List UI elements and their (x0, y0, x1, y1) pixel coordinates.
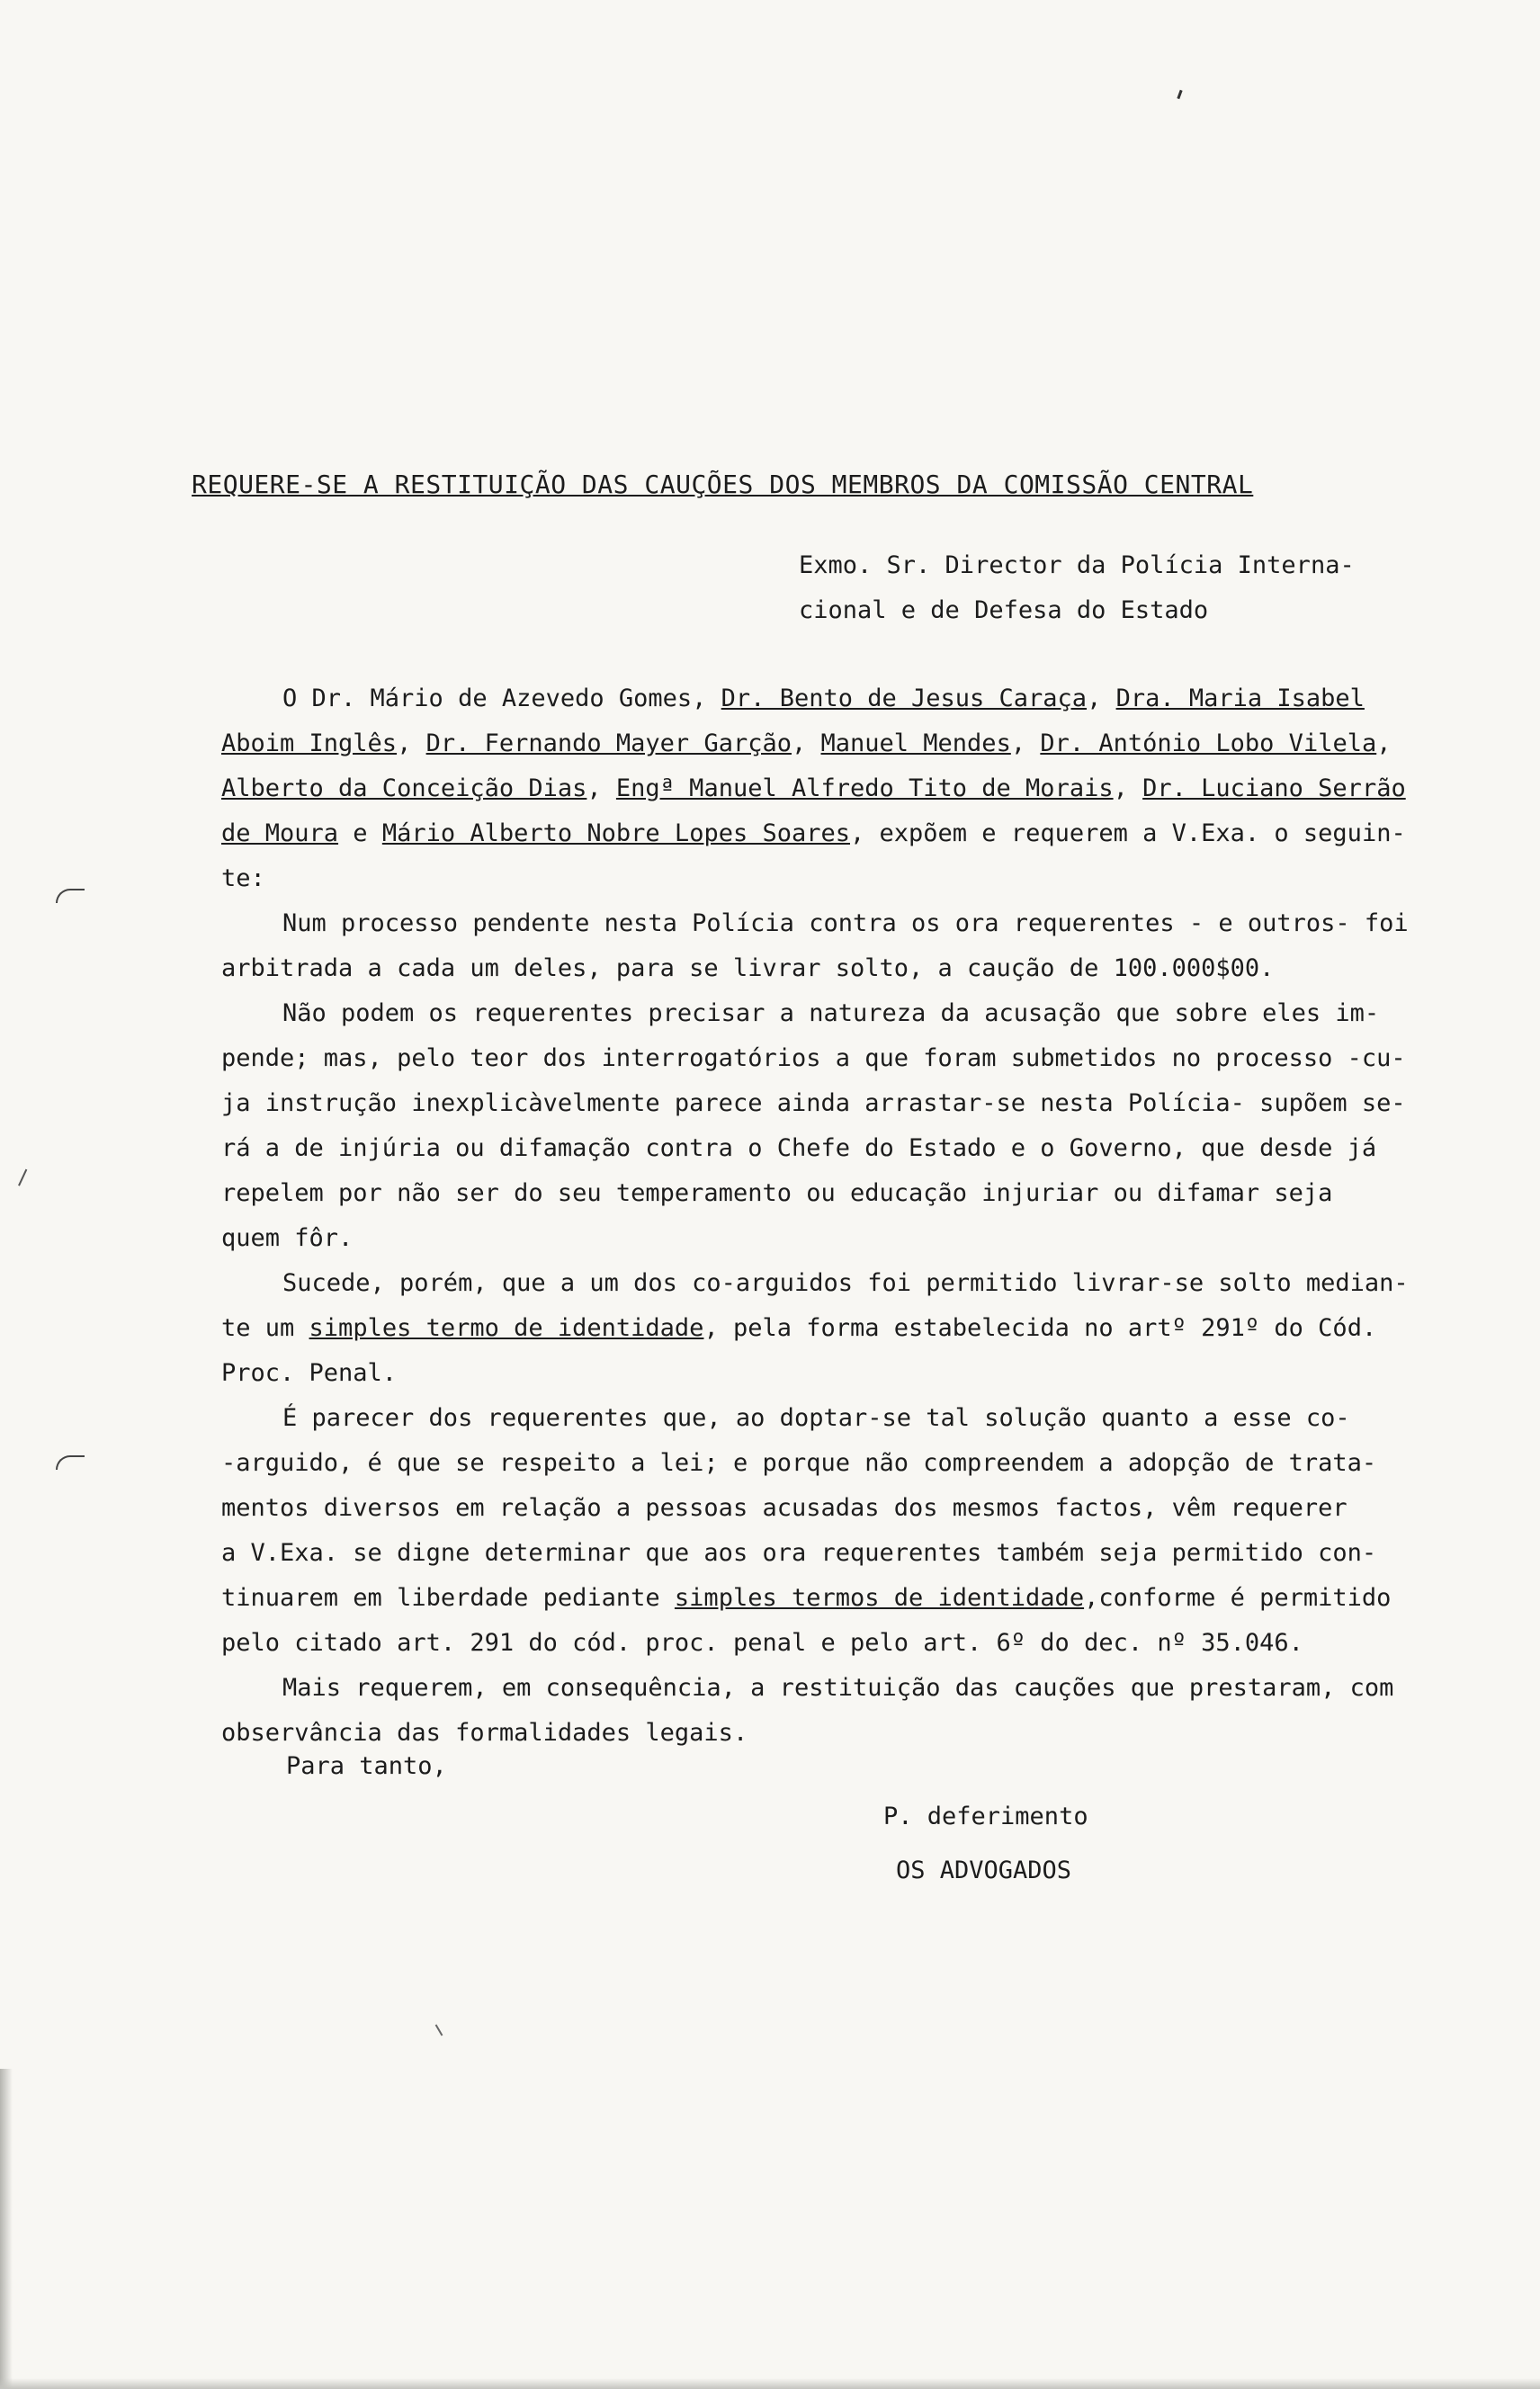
addressee-block (799, 543, 1446, 633)
paragraph-opinion (221, 1396, 1436, 1666)
underlined-phrase: simples termos de identidade (674, 1584, 1085, 1612)
petitioner-name: Alberto da Conceição Dias (221, 774, 587, 802)
petitioner-name: Manuel Mendes (820, 729, 1011, 757)
document-body (221, 676, 1436, 1756)
text-line (221, 1306, 1436, 1351)
underlined-phrase: simples termo de identidade (309, 1314, 704, 1342)
text-line: quem fôr. (221, 1224, 354, 1252)
text-line: -arguido, é que se respeito a lei; e porque não compreendem a adopção de trata- (221, 1449, 1377, 1477)
text-span: , (1113, 774, 1143, 802)
petitioner-name: Dr. Fernando Mayer Garção (425, 729, 792, 757)
text-span: , (1087, 684, 1116, 712)
text-line: pelo citado art. 291 do cód. proc. penal e pelo art. 6º do dec. nº 35.046. (221, 1629, 1303, 1657)
text-span: , (1376, 729, 1392, 757)
petitioner-name: Aboim Inglês (221, 729, 398, 757)
text-line: mentos diversos em relação a pessoas acusadas dos mesmos factos, vêm requerer (221, 1494, 1348, 1522)
petitioner-name: Dr. Luciano Serrão (1142, 774, 1406, 802)
text-line: observância das formalidades legais. (221, 1719, 748, 1747)
text-span: , (791, 729, 821, 757)
text-line: repelem por não ser do seu temperamento ou educação injuriar ou difamar seja (221, 1179, 1333, 1207)
page-bottom-shadow (0, 2378, 1540, 2389)
petitioner-name: de Moura (221, 819, 339, 847)
petitioner-name: Dr. António Lobo Vilela (1040, 729, 1377, 757)
text-line: Não podem os requerentes precisar a natureza da acusação que sobre eles im- (282, 999, 1380, 1027)
text-span: te um (221, 1314, 309, 1342)
text-line (221, 1576, 1436, 1621)
petitioner-name: Mário Alberto Nobre Lopes Soares (381, 819, 850, 847)
closing-deferimento: P. deferimento (883, 1803, 1088, 1830)
text-span: , (397, 729, 426, 757)
text-line (221, 676, 1436, 721)
text-line: te: (221, 864, 265, 892)
document-title: REQUERE-SE A RESTITUIÇÃO DAS CAUÇÕES DOS MEMBROS DA COMISSÃO CENTRAL (192, 470, 1254, 499)
closing-para-tanto: Para tanto, (286, 1752, 447, 1780)
addressee-line: cional e de Defesa do Estado (799, 596, 1209, 624)
ink-speck (18, 1169, 31, 1188)
punch-hole-mark (56, 1455, 85, 1470)
paragraph-accusation (221, 991, 1436, 1261)
text-line: pende; mas, pelo teor dos interrogatórios a que foram submetidos no processo -cu- (221, 1044, 1406, 1072)
paragraph-process (221, 901, 1436, 991)
text-span: , (1010, 729, 1041, 757)
text-span: tinuarem em liberdade pediante (221, 1584, 675, 1612)
petitioner-name: Dra. Maria Isabel (1115, 684, 1365, 712)
petitioner-name: Dr. Bento de Jesus Caraça (721, 684, 1088, 712)
paragraph-co-defendant (221, 1261, 1436, 1396)
ink-speck (435, 2024, 443, 2036)
text-span: e (338, 819, 382, 847)
text-line (221, 721, 1436, 766)
text-line: Proc. Penal. (221, 1359, 398, 1387)
paragraph-request (221, 1666, 1436, 1756)
page-edge-shadow (0, 2069, 13, 2389)
text-span: , expõem e requerem a V.Exa. o seguin- (850, 819, 1406, 847)
text-line: arbitrada a cada um deles, para se livrar solto, a caução de 100.000$00. (221, 954, 1275, 982)
text-line (221, 811, 1436, 856)
text-span: O Dr. Mário de Azevedo Gomes, (282, 684, 721, 712)
punch-hole-mark (56, 889, 85, 903)
text-span: , pela forma estabelecida no artº 291º do Cód. (703, 1314, 1377, 1342)
text-span: ,conforme é permitido (1084, 1584, 1392, 1612)
text-line: ja instrução inexplicàvelmente parece ainda arrastar-se nesta Polícia- supõem se- (221, 1089, 1406, 1117)
text-line (221, 766, 1436, 811)
text-line: rá a de injúria ou difamação contra o Chefe do Estado e o Governo, que desde já (221, 1134, 1377, 1162)
paragraph-petitioners (221, 676, 1436, 901)
ink-speck (1177, 90, 1182, 99)
text-line: a V.Exa. se digne determinar que aos ora requerentes também seja permitido con- (221, 1539, 1377, 1567)
text-line: Num processo pendente nesta Polícia contra os ora requerentes - e outros- foi (282, 909, 1409, 937)
text-line: Mais requerem, em consequência, a restituição das cauções que prestaram, com (282, 1674, 1394, 1702)
text-line: É parecer dos requerentes que, ao doptar-se tal solução quanto a esse co- (282, 1404, 1350, 1432)
petitioner-name: Engª Manuel Alfredo Tito de Morais (615, 774, 1114, 802)
text-line: Sucede, porém, que a um dos co-arguidos foi permitido livrar-se solto median- (282, 1269, 1409, 1297)
closing-signature: OS ADVOGADOS (896, 1857, 1072, 1884)
addressee-line: Exmo. Sr. Director da Polícia Interna- (799, 551, 1355, 579)
text-span: , (586, 774, 616, 802)
